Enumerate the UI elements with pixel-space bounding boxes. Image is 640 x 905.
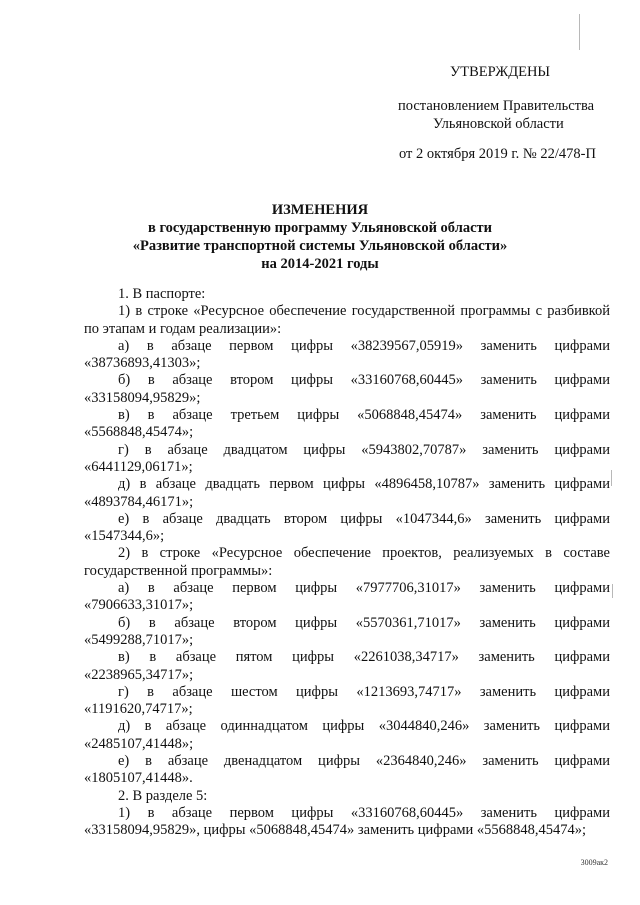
document-title: ИЗМЕНЕНИЯ	[271, 202, 369, 218]
paragraph: е) в абзаце двенадцатом цифры «2364840,246» заменить цифрами «1805107,41448».	[84, 753, 610, 787]
approval-date-number: от 2 октября 2019 г. № 22/478-П	[399, 146, 596, 162]
document-body	[84, 286, 610, 840]
approval-title: УТВЕРЖДЕНЫ	[450, 64, 551, 80]
paragraph: д) в абзаце двадцать первом цифры «4896458,10787» заменить цифрами «4893784,46171»;	[84, 476, 610, 510]
document-subtitle-period: на 2014-2021 годы	[261, 256, 379, 272]
paragraph: а) в абзаце первом цифры «7977706,31017» заменить цифрами «7906633,31017»;	[84, 580, 610, 614]
scan-margin-mark	[611, 470, 612, 486]
paragraph: в) в абзаце третьем цифры «5068848,45474» заменить цифрами «5568848,45474»;	[84, 407, 610, 441]
section-heading-passport: 1. В паспорте:	[118, 286, 206, 302]
paragraph: в) в абзаце пятом цифры «2261038,34717» заменить цифрами «2238965,34717»;	[84, 649, 610, 683]
paragraph: е) в абзаце двадцать втором цифры «1047344,6» заменить цифрами «1547344,6»;	[84, 510, 610, 545]
scan-margin-mark	[579, 14, 580, 50]
paragraph: б) в абзаце втором цифры «5570361,71017» заменить цифрами «5499288,71017»;	[84, 614, 610, 648]
document-subtitle-name: «Развитие транспортной системы Ульяновской области»	[132, 238, 508, 254]
paragraph: 2) в строке «Ресурсное обеспечение проектов, реализуемых в составе государственной программы»:	[84, 545, 610, 579]
footer-document-code: 3009ак2	[580, 858, 608, 867]
paragraph: д) в абзаце одиннадцатом цифры «3044840,246» заменить цифрами «2485107,41448»;	[84, 718, 610, 752]
scan-margin-mark	[612, 584, 613, 598]
paragraph: б) в абзаце втором цифры «33160768,60445» заменить цифрами «33158094,95829»;	[84, 372, 610, 406]
approval-region: Ульяновской области	[433, 116, 564, 132]
document-subtitle-program: в государственную программу Ульяновской области	[147, 220, 492, 236]
paragraph: г) в абзаце двадцатом цифры «5943802,70787» заменить цифрами «6441129,06171»;	[84, 441, 610, 475]
approval-issuer: постановлением Правительства	[398, 98, 595, 114]
paragraph: 1) в строке «Ресурсное обеспечение государственной программы с разбивкой по этапам и годам реализации»:	[84, 303, 610, 337]
paragraph: 1) в абзаце первом цифры «33160768,60445» заменить цифрами «33158094,95829», цифры «5068848,45474» заменить цифрами «5568848,45474»;	[84, 804, 610, 839]
section-heading-section-5: 2. В разделе 5:	[118, 787, 208, 804]
paragraph: г) в абзаце шестом цифры «1213693,74717» заменить цифрами «1191620,74717»;	[84, 683, 610, 718]
paragraph: а) в абзаце первом цифры «38239567,05919» заменить цифрами «38736893,41303»;	[84, 337, 610, 372]
